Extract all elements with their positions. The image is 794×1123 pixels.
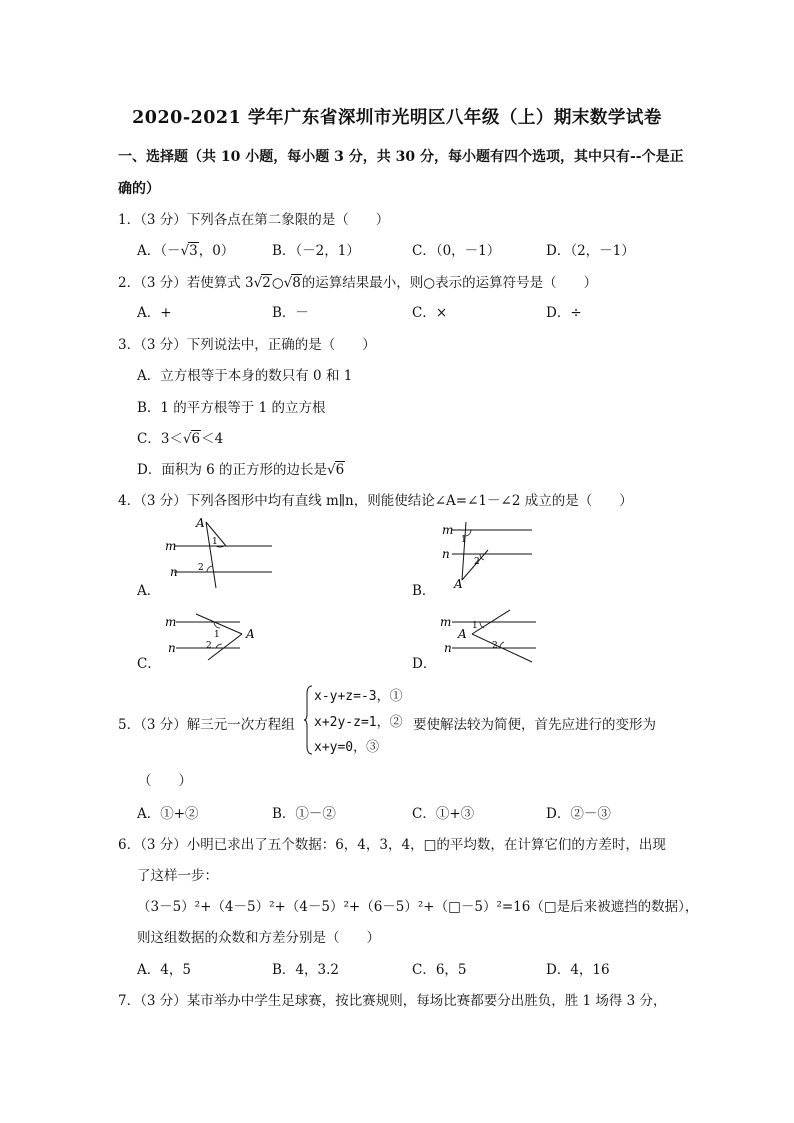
- question-5-stem-post: 要使解法较为简便，首先应进行的变形为: [413, 717, 656, 733]
- equation-1: x-y+z=-3，①: [314, 689, 403, 704]
- fig-d-label-n: n: [444, 641, 452, 655]
- question-4-option-b: B．: [412, 583, 436, 599]
- fig-d-label-m: m: [440, 615, 452, 629]
- sqrt-icon: √: [283, 275, 293, 291]
- equation-2: x+2y-z=1，②: [314, 715, 403, 730]
- question-3-option-b: B．1 的平方根等于 1 的立方根: [137, 400, 326, 416]
- brace-icon: [304, 684, 314, 756]
- question-6-line-1: 6．（3 分）小明已求出了五个数据：6，4，3，4，□的平均数，在计算它们的方差时，出现: [118, 837, 666, 853]
- question-6-option-a: A．4，5: [137, 962, 191, 978]
- fig-d-label-1: 1: [472, 621, 478, 631]
- question-1-stem: 1．（3 分）下列各点在第二象限的是（ ）: [118, 212, 390, 228]
- fig-a-label-a: A: [196, 516, 205, 530]
- question-4-option-a: A．: [137, 583, 161, 599]
- question-5-stem-pre: 5．（3 分）解三元一次方程组: [118, 717, 295, 733]
- question-4-option-c: C．: [137, 656, 161, 672]
- question-6-line-3: （3－5）²+（4－5）²+（4－5）²+（6－5）²+（□－5）²=16（□是后来被遮挡的数据），: [137, 899, 699, 915]
- page-title: 2020-2021 学年广东省深圳市光明区八年级（上）期末数学试卷: [132, 108, 662, 128]
- question-6-option-d: D．4，16: [546, 962, 610, 978]
- fig-a-label-1: 1: [212, 537, 218, 547]
- question-2-option-d: D．÷: [546, 305, 582, 321]
- fig-c-label-2: 2: [206, 641, 212, 651]
- question-2-stem: 2．（3 分）若使算式 3√2○√8的运算结果最小，则○表示的运算符号是（ ）: [118, 275, 598, 291]
- question-5-option-c: C．①+③: [412, 806, 475, 822]
- sqrt-icon: √: [180, 243, 190, 259]
- question-3-option-a: A．立方根等于本身的数只有 0 和 1: [137, 368, 353, 384]
- question-1-option-b: B．（－2，1）: [272, 243, 360, 259]
- sqrt-icon: √: [327, 462, 336, 478]
- question-7-line-1: 7．（3 分）某市举办中学生足球赛，按比赛规则，每场比赛都要分出胜负，胜 1 场得 3 分，: [118, 993, 667, 1009]
- fig-c-label-n: n: [168, 641, 176, 655]
- question-1-option-c: C．（0，－1）: [412, 243, 501, 259]
- fig-c-label-1: 1: [214, 630, 220, 640]
- figure-d: [436, 604, 546, 666]
- question-2-option-a: A．+: [137, 305, 172, 321]
- fig-b-label-2: 2: [474, 557, 480, 567]
- question-4-stem: 4．（3 分）下列各图形中均有直线 m∥n，则能使结论∠A=∠1－∠2 成立的是（ ）: [118, 493, 633, 509]
- fig-b-label-m: m: [442, 523, 454, 537]
- sqrt-icon: √: [182, 431, 192, 447]
- question-6-option-b: B．4，3.2: [272, 962, 339, 978]
- fig-d-label-a: A: [458, 627, 467, 641]
- fig-d-label-2: 2: [492, 641, 498, 651]
- question-1-option-a: A．（－√3，0）: [137, 243, 235, 259]
- question-3-option-c: C．3＜√6＜4: [137, 431, 224, 447]
- equation-3: x+y=0，③: [314, 740, 380, 755]
- question-3-option-d: D．面积为 6 的正方形的边长是√6: [137, 462, 345, 478]
- figure-c: [160, 608, 270, 666]
- fig-a-label-n: n: [170, 565, 178, 579]
- question-1-option-d: D．（2，－1）: [546, 243, 635, 259]
- question-5-option-b: B．①－②: [272, 806, 336, 822]
- question-6-option-c: C．6，5: [412, 962, 467, 978]
- question-2-option-b: B．－: [272, 305, 309, 321]
- fig-b-label-n: n: [442, 547, 450, 561]
- question-3-stem: 3．（3 分）下列说法中，正确的是（ ）: [118, 337, 376, 353]
- fig-b-label-a: A: [454, 577, 463, 591]
- section-heading-cont: 确的）: [118, 181, 160, 197]
- question-2-option-c: C．×: [412, 305, 448, 321]
- question-4-option-d: D．: [412, 656, 437, 672]
- figure-a: [160, 514, 280, 590]
- fig-b-label-1: 1: [461, 535, 467, 545]
- fig-c-label-m: m: [165, 615, 177, 629]
- question-6-line-4: 则这组数据的众数和方差分别是（ ）: [137, 930, 380, 946]
- sqrt-icon: √: [253, 275, 263, 291]
- question-5-option-d: D．②－③: [546, 806, 611, 822]
- fig-a-label-2: 2: [198, 563, 204, 573]
- figure-b: [436, 514, 546, 592]
- question-5-answer-paren: （ ）: [138, 773, 192, 789]
- fig-c-label-a: A: [246, 627, 255, 641]
- question-5-option-a: A．①+②: [137, 806, 199, 822]
- fig-a-label-m: m: [165, 539, 177, 553]
- question-6-line-2: 了这样一步：: [137, 868, 218, 884]
- section-heading: 一、选择题（共 10 小题，每小题 3 分，共 30 分，每小题有四个选项，其中只有--个是正: [118, 149, 684, 165]
